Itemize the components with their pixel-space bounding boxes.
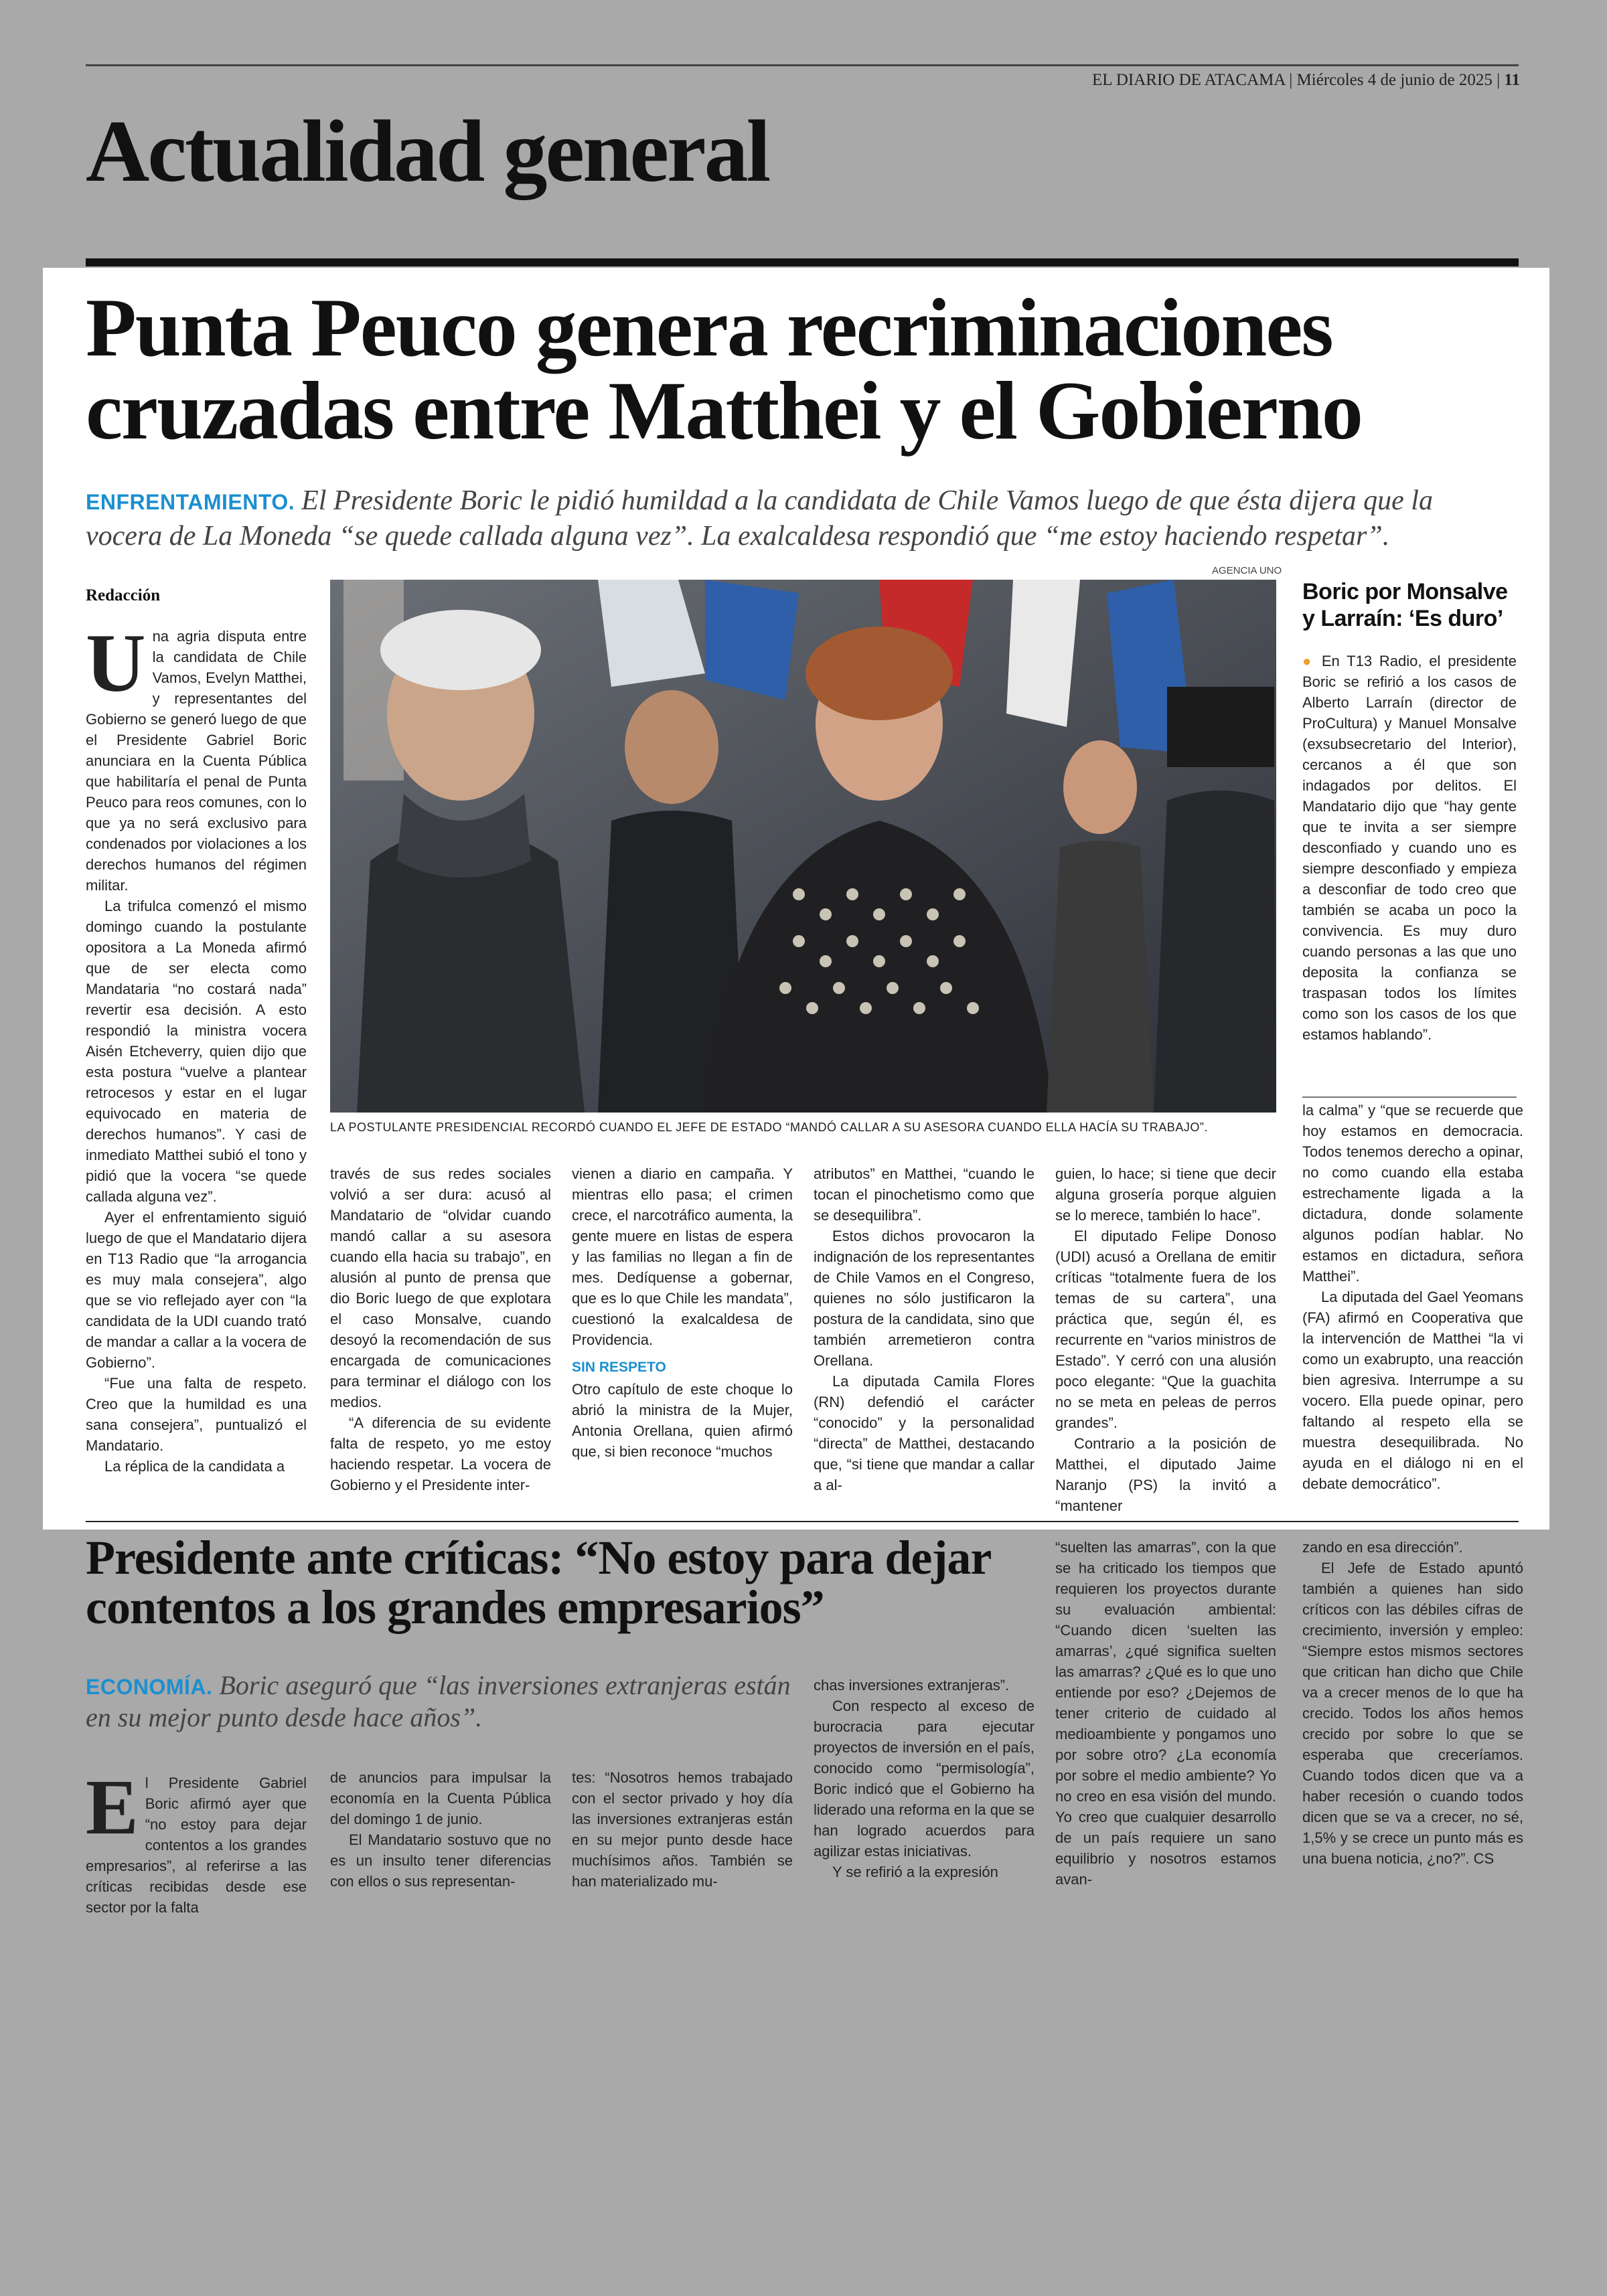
second-kicker: ECONOMÍA. [86,1675,213,1699]
dropcap: U [86,617,146,709]
page-number: 11 [1504,71,1520,89]
paragraph: “A diferencia de su evidente falta de respeto, yo me estoy haciendo respetar. La vocera de Gobierno y el Presidente inter- [330,1414,551,1493]
paragraph: de anuncios para impulsar la economía en la Cuenta Pública del domingo 1 de junio. [330,1769,551,1827]
main-column-5 [1055,1163,1276,1516]
paragraph: La trifulca comenzó el mismo domingo cuando la postulante opositora a La Moneda afirmó que de ser electa como Mandataria “no costará nada” revertir esa decisión. A esto respondió la ministra vocera Aisén Etcheverry, quien dijo que esta postura “vuelve a plantear retrocesos y estar en el lugar equivocado en materia de derechos humanos”. Y casi de inmediato Matthei subió el tono y pidió que la vocera “se quede callada alguna vez”. [86,898,307,1205]
main-headline: Punta Peuco genera recriminaciones cruzadas entre Matthei y el Gobierno [86,282,1362,457]
paragraph: través de sus redes sociales volvió a ser dura: acusó al Mandatario de “olvidar cuando mandó callar a su asesora cuando ella hacia su trabajo”, en alusión al punto de prensa que dio Boric luego de que explotara el caso Monsalve, cuando desoyó la recomendación de sus encargada de comunicaciones para terminar el diálogo con los medios. [330,1165,551,1410]
publication-name: EL DIARIO DE ATACAMA [1091,71,1286,89]
header-rule [86,64,1519,66]
second-column-2 [330,1767,551,1892]
dropcap: E [86,1763,139,1851]
paragraph: “Fue una falta de respeto. Creo que la humildad es una sana consejera”, puntualizó el Mandatario. [86,1375,307,1454]
paragraph: atributos” en Matthei, “cuando le tocan el pinochetismo como que se desequilibra”. [814,1165,1035,1224]
photo-caption: LA POSTULANTE PRESIDENCIAL RECORDÓ CUANDO EL JEFE DE ESTADO “MANDÓ CALLAR A SU ASESORA CUANDO ELLA HACÍA SU TRABAJO”. [330,1121,1208,1134]
second-deck-text: Boric aseguró que “las inversiones extranjeras están en su mejor punto desde hace años”. [86,1670,791,1732]
main-kicker: ENFRENTAMIENTO. [86,490,295,514]
main-column-4 [814,1163,1035,1495]
paragraph: “suelten las amarras”, con la que se ha criticado los tiempos que requieren los proyectos durante su evaluación ambiental: “Cuando dicen ‘suelten las amarras’, ¿qué significa suelten las amarras? ¿Qué es lo que uno entiende por eso? ¿Dejemos de tener criterio de cuidado al medioambiente y pongamos uno por sobre otro? ¿La economía por sobre el medio ambiente? Yo no creo en esa visión del mundo. Yo creo que cualquier desarrollo de un país requiere un sano equilibrio y nosotros estamos avan- [1055,1539,1276,1888]
paragraph: zando en esa dirección”. [1302,1539,1463,1556]
story-divider [86,1521,1519,1522]
section-rule [86,258,1519,266]
paragraph: chas inversiones extranjeras”. [814,1677,1010,1694]
paragraph: La réplica de la candidata a [104,1458,285,1475]
paragraph: Contrario a la posición de Matthei, el diputado Jaime Naranjo (PS) la invitó a “mantener [1055,1435,1276,1514]
paragraph: la calma” y “que se recuerde que hoy estamos en democracia. Todos tenemos derecho a opinar, no como cuando ella estaba estrechamente ligada a la dictadura, donde solamente algunos podían hablar. No estamos en dictadura, señora Matthei”. [1302,1102,1523,1285]
sidebar-title: Boric por Monsalve y Larraín: ‘Es duro’ [1302,579,1508,631]
paragraph: El Jefe de Estado apuntó también a quienes han sido críticos con las débiles cifras de crecimiento, inversión y empleo: “Siempre estos mismos sectores que critican han dicho que Chile va a crecer menos de lo que ha crecido. Todos los años hemos crecido por sobre lo que se esperaba que creceríamos. Cuando todos dicen que va a haber recesión o cuando todos dicen que se va a crecer, no sé, 1,5% y se crece un punto más es una buena noticia, ¿no?”. CS [1302,1560,1523,1867]
sidebar-rule [1302,1096,1517,1098]
issue-date: Miércoles 4 de junio de 2025 [1296,71,1493,89]
second-column-6 [1302,1537,1523,1869]
paragraph: La diputada Camila Flores (RN) defendió el carácter “conocido” y la personalidad “directa” de Matthei, destacando que, “si tiene que mandar a callar a al- [814,1373,1035,1493]
second-deck [86,1669,795,1734]
paragraph: Otro capítulo de este choque lo abrió la ministra de la Mujer, Antonia Orellana, quien afirmó que, si bien reconoce “muchos [572,1381,793,1460]
sidebar-body [1302,651,1517,1045]
main-column-6 [1302,1100,1523,1494]
paragraph: Ayer el enfrentamiento siguió luego de que el Mandatario dijera en T13 Radio que “la arrogancia es muy mala consejera”, algo que se vio reflejado ayer con “la candidata de la UDI cuando trató de mandar a callar a la vocera de Gobierno”. [86,1209,307,1371]
end-mark: CS [1473,1850,1495,1867]
paragraph: tes: “Nosotros hemos trabajado con el sector privado y hoy día las inversiones extranjeras están en su mejor punto desde hace muchísimos años. También se han materializado mu- [572,1769,793,1890]
photo-credit: AGENCIA UNO [1212,565,1282,576]
paragraph: vienen a diario en campaña. Y mientras ello pasa; el crimen crece, el narcotráfico aumenta, la gente muere en listas de espera y las familias no llegan a fin de mes. Dedíquense a gobernar, que es lo que Chile les mandata”, cuestionó la exalcaldesa de Providencia. [572,1165,793,1348]
section-title: Actualidad general [86,102,769,200]
bullet-icon: ● [1302,653,1314,669]
sidebar-paragraph: ● En T13 Radio, el presidente Boric se refirió a los casos de Alberto Larraín (director de ProCultura) y Manuel Monsalve (exsubsecretario del Interior), cercanos a él que son indagados por delitos. El Mandatario dijo que “hay gente que te invita a ser siempre desconfiado y cuando uno es siempre desconfiado y empieza a desconfiar de todo creo que también se acaba un poco la convivencia. Es muy duro cuando personas a las que uno deposita la confianza se traspasan todos los límites como son los casos de los que estamos hablando”. [1302,653,1517,1043]
paragraph: La diputada del Gael Yeomans (FA) afirmó en Cooperativa que la intervención de Matthei “la vi como un exabrupto, una reacción bien agresiva. Interrumpe a su vocero. Ella puede opinar, pero faltando al respeto ella se muestra desequilibrada. No ayuda en el diálogo ni en el debate democrático”. [1302,1289,1523,1492]
second-headline: Presidente ante críticas: “No estoy para dejar contentos a los grandes empresarios” [86,1531,991,1635]
second-column-5 [1055,1537,1276,1890]
paragraph: Con respecto al exceso de burocracia para ejecutar proyectos de inversión en el país, conocido como “permisología”, Boric indicó que el Gobierno ha liderado una reforma en la que se han logrado acuerdos para agilizar estas iniciativas. [814,1698,1035,1860]
paragraph: Una agria disputa entre la candidata de Chile Vamos, Evelyn Matthei, y representantes del Gobierno se generó luego de que el Presidente Gabriel Boric anunciara en la Cuenta Pública que habilitaría el penal de Punta Peuco para reos comunes, con lo que ya no será exclusivo para condenados por violaciones a los derechos humanos del régimen militar. [86,617,307,894]
main-column-2 [330,1163,551,1495]
subhead: SIN RESPETO [572,1360,666,1375]
byline: Redacción [86,586,161,604]
paragraph: Y se refirió a la expresión [832,1864,998,1880]
paragraph: El Mandatario sostuvo que no es un insulto tener diferencias con ellos o sus representan- [330,1831,551,1890]
photo-illustration [330,580,1276,1113]
paragraph: Estos dichos provocaron la indignación de los representantes de Chile Vamos en el Congreso, quienes no sólo justificaron la postura de la candidata, sino que también arremetieron contra Orellana. [814,1228,1035,1369]
main-column-3 [572,1163,793,1462]
paragraph: El Presidente Gabriel Boric afirmó ayer que “no estoy para dejar contentos a los grandes empresarios”, al referirse a las críticas recibidas desde ese sector por la falta [86,1763,307,1916]
paragraph: guien, lo hace; si tiene que decir alguna grosería porque alguien se lo merece, también lo hace”. [1055,1165,1276,1224]
main-deck-text: El Presidente Boric le pidió humildad a la candidata de Chile Vamos luego de que ésta dijera que la vocera de La Moneda “se quede callada alguna vez”. La exalcaldesa respondió que “me estoy haciendo respetar”. [86,485,1433,552]
page-header: EL DIARIO DE ATACAMA | Miércoles 4 de junio de 2025 | 11 [1091,71,1520,89]
second-column-4 [814,1675,1035,1882]
article-photo [330,580,1276,1113]
second-column-1 [86,1763,307,1918]
paragraph: El diputado Felipe Donoso (UDI) acusó a Orellana de emitir críticas “totalmente fuera de los temas de su cartera”, una práctica que, según él, es recurrente en “varios ministros de Estado”. Y cerró con una alusión poco elegante: “Que la guachita no se meta en peleas de perros grandes”. [1055,1228,1276,1431]
second-column-3 [572,1767,793,1892]
main-column-1 [86,617,307,1477]
main-deck [86,483,1499,554]
